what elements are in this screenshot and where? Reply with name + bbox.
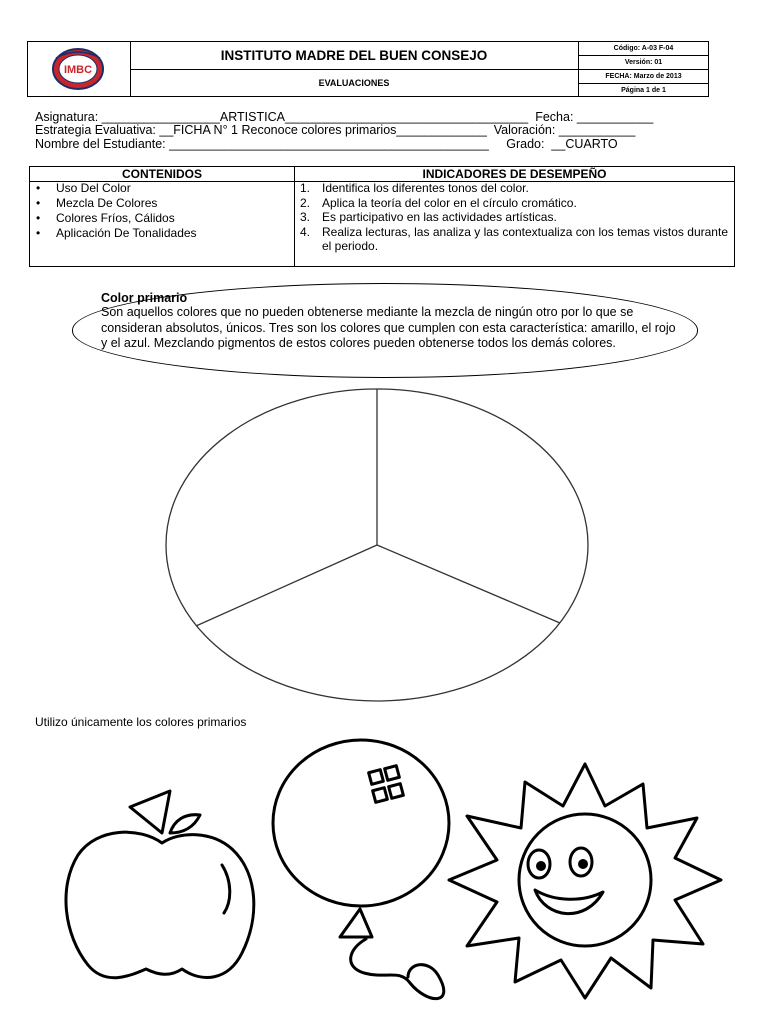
logo-cell — [28, 42, 131, 96]
instruction-text: Utilizo únicamente los colores primarios — [35, 715, 247, 729]
list-item: • Mezcla De Colores — [36, 196, 197, 211]
primary-color-circle — [160, 385, 600, 705]
institution-name: INSTITUTO MADRE DEL BUEN CONSEJO — [130, 42, 578, 70]
document-type: EVALUACIONES — [318, 78, 390, 88]
code-label: Código: A-03 F-04 — [579, 42, 708, 56]
date-label: FECHA: Marzo de 2013 — [579, 70, 708, 84]
list-item: 3. Es participativo en las actividades artísticas. — [300, 210, 557, 224]
list-item: 2. Aplica la teoría del color en el círculo cromático. — [300, 195, 577, 210]
logo-text: IMBC — [63, 64, 93, 76]
list-item: • Colores Fríos, Cálidos — [36, 211, 197, 226]
definition-title: Color primario — [101, 291, 188, 305]
definition-box — [72, 283, 698, 378]
apple-drawing — [62, 785, 262, 1005]
contents-header: CONTENIDOS — [121, 167, 202, 181]
indicators-header: INDICADORES DE DESEMPEÑO — [422, 167, 607, 181]
contents-table — [29, 166, 735, 267]
sun-drawing — [445, 762, 725, 1002]
version-label: Versión: 01 — [579, 56, 708, 70]
student-line: Nombre del Estudiante: ______________________________________________ Grado: __CUARTO — [35, 137, 618, 151]
list-item: 1. Identifica los diferentes tonos del color. — [300, 181, 529, 195]
strategy-line: Estrategia Evaluativa: __FICHA N° 1 Reconoce colores primarios_____________ Valoración: ___________ — [35, 123, 636, 137]
list-item: • Aplicación De Tonalidades — [36, 226, 197, 241]
list-item: 4. Realiza lecturas, las analiza y las contextualiza con los temas vistos durante el periodo. — [300, 224, 728, 253]
school-logo — [28, 42, 130, 96]
subject-line: Asignatura: _________________ARTISTICA___________________________________ Fecha: ___________ — [35, 110, 654, 124]
document-header — [27, 41, 709, 97]
balloon-drawing — [268, 737, 458, 1012]
definition-text: Son aquellos colores que no pueden obtenerse mediante la mezcla de ningún otro por lo que se consideran absolutos, únicos. Tres son los colores que cumplen con esta característica: amarillo, el rojo y el azul. Mezclando pigmentos de estos colores pueden obtenerse todos los demás colores. — [101, 305, 676, 350]
contents-list — [30, 181, 197, 241]
list-item: • Uso Del Color — [36, 181, 197, 196]
page-label: Página 1 de 1 — [621, 87, 666, 94]
indicators-list — [300, 181, 728, 254]
